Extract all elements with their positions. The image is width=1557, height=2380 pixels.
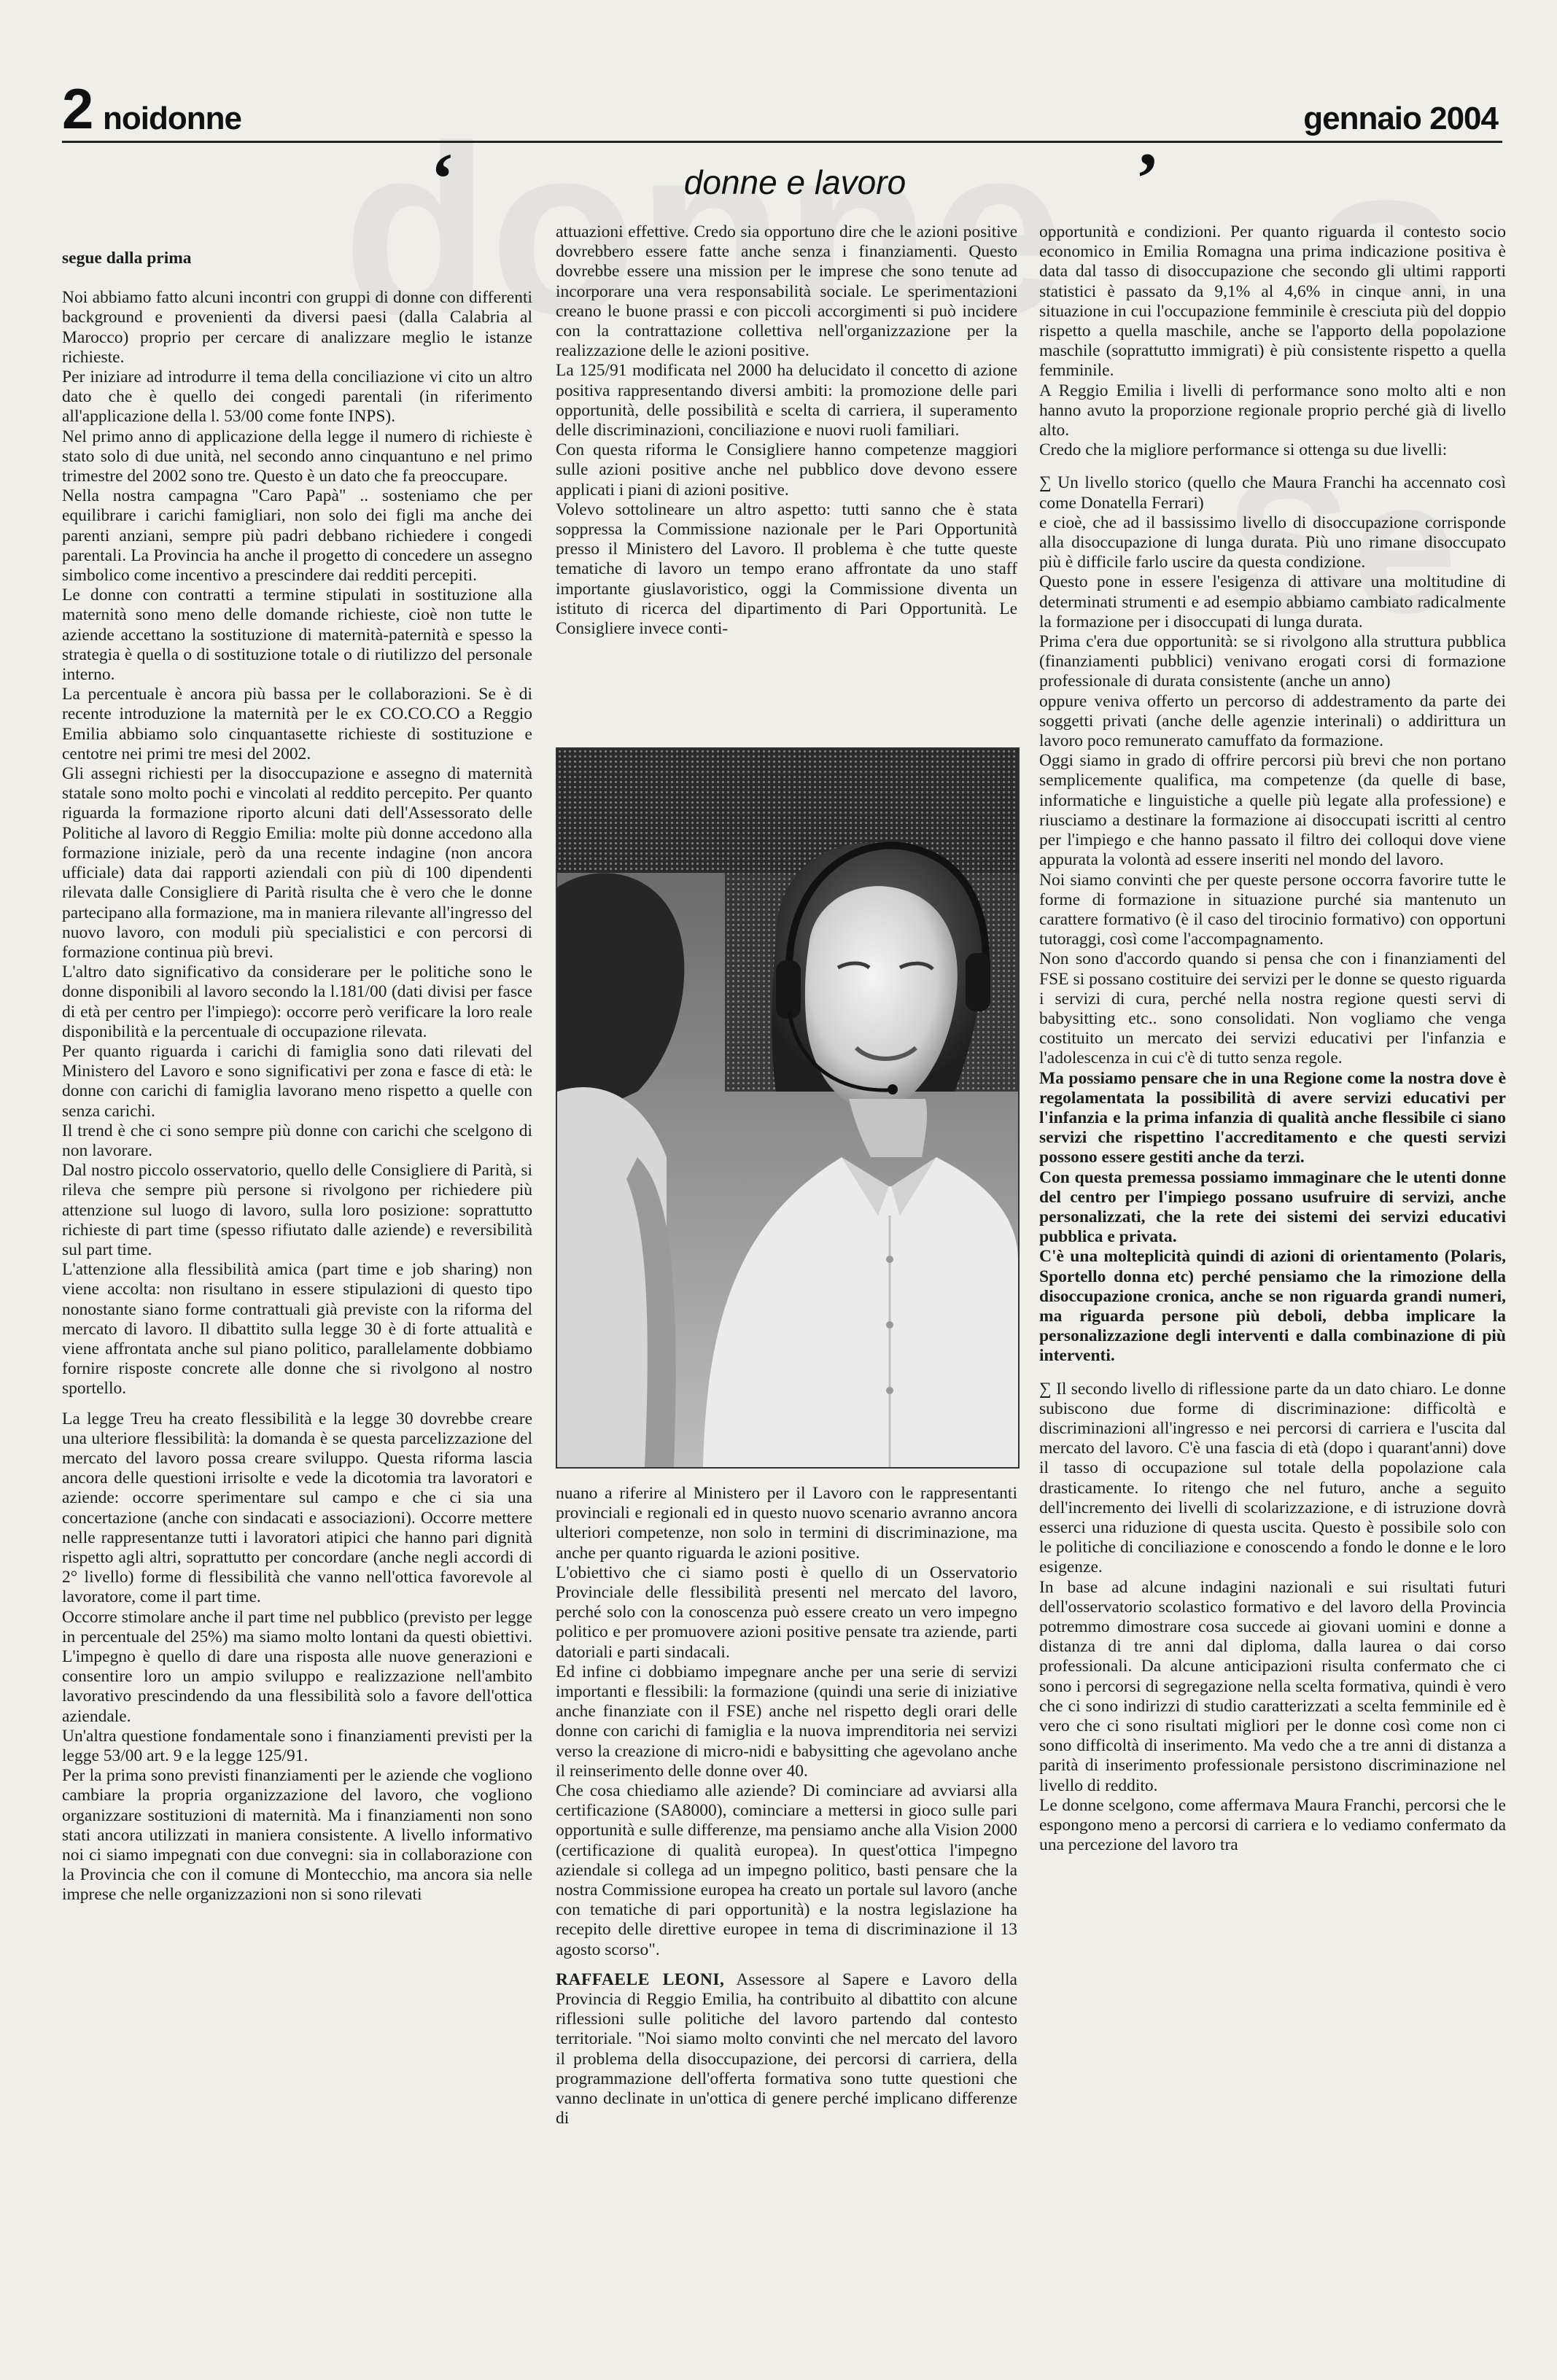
paragraph: opportunità e condizioni. Per quanto riguarda il contesto socio economico in Emilia Romagna una prima indicazione positiva è data dal tasso di disoccupazione che secondo gli ultimi rapporti statistici è passato da 9,1% al 4,6% in cinque anni, in una situazione in cui l'occupazione femminile è cresciuta più del doppio rispetto a quella maschile, anche se l'apporto della popolazione maschile (soprattutto immigrati) è più consistente rispetto a quella femminile. (1039, 222, 1506, 381)
paragraph: Noi siamo convinti che per queste persone occorra favorire tutte le forme di formazione in situazione purché sia mantenuto un carattere formativo (è il caso del tirocinio formativo) con opportuni tutoraggi, così come l'accompagnamento. (1039, 870, 1506, 949)
article-column-3 (1039, 222, 1506, 2308)
paragraph: Per quanto riguarda i carichi di famiglia sono dati rilevati del Ministero del Lavoro e sono significativi per zona e fasce di età: le donne con carichi di famiglia lavorano meno rispetto a quelle con senza carichi. (62, 1041, 532, 1121)
paragraph: L'obiettivo che ci siamo posti è quello di un Osservatorio Provinciale delle flessibilità presenti nel mercato del lavoro, perché solo con la conoscenza può essere creato un vero impegno politico e per promuovere azioni positive pensate tra aziende, parti datoriali e parti sindacali. (556, 1563, 1017, 1662)
open-quote-mark: ‘ (430, 138, 455, 219)
close-quote-mark: ’ (1135, 138, 1160, 219)
paragraph: Dal nostro piccolo osservatorio, quello delle Consigliere di Parità, si rileva che sempre più persone si rivolgono per richiedere più attenzione sul luogo di lavoro, sulla loro posizione: soprattutto richieste di part time (spesso rifiutato dalle aziende) e reversibilità sul part time. (62, 1161, 532, 1259)
article-column-2-top (556, 222, 1017, 740)
author-name: RAFFAELE LEONI, (556, 1969, 725, 1989)
paragraph: L'altro dato significativo da considerare per le politiche sono le donne disponibili al lavoro secondo la l.181/00 (dati divisi per fasce di età per centro per l'impiego): occorre però verificare la loro reale disponibilità e la percentuale di occupazione rilevata. (62, 962, 532, 1041)
article-photo (556, 747, 1020, 1469)
paragraph: La legge Treu ha creato flessibilità e la legge 30 dovrebbe creare una ulteriore flessibilità: la domanda è se questa parcelizzazione del mercato del lavoro possa creare sviluppo. Questa riforma lascia ancora delle questioni irrisolte e vede la dicotomia tra lavoratori e aziende: occorre sperimentare sul campo e che ci sia una concertazione (anche con sindacati e associazioni). Occorre mettere nelle rappresentanze tutti i lavoratori atipici che hanno pari dignità rispetto agli altri, soprattutto per concordare (anche negli accordi di 2° livello) forme di flessibilità che vanno nell'ottica favorevole al lavoratore, come il part time. (62, 1409, 532, 1607)
paragraph: oppure veniva offerto un percorso di addestramento da parte dei soggetti privati (anche delle agenzie interinali) o addirittura un lavoro poco remunerato camuffato da formazione. (1039, 691, 1506, 751)
section-heading (430, 138, 1160, 219)
paragraph: Occorre stimolare anche il part time nel pubblico (previsto per legge in percentuale del 25%) ma siamo molto lontani da questi obiettivi. L'impegno è quello di dare una risposta alle nuove generazioni e consentire loro un ampio sviluppo e realizzazione nell'ambito lavorativo prescindendo da una flessibilità solo a favore dell'ottica aziendale. (62, 1607, 532, 1726)
paragraph: Per iniziare ad introdurre il tema della conciliazione vi cito un altro dato che è quello dei congedi parentali (in riferimento all'applicazione della l. 53/00 come fonte INPS). (62, 368, 532, 427)
paragraph: C'è una molteplicità quindi di azioni di orientamento (Polaris, Sportello donna etc) perché pensiamo che la rimozione della disoccupazione cronica, anche se non riguarda grandi numeri, ma riguarda persone più deboli, debba implicare la personalizzazione degli interventi e dalla combinazione di più interventi. (1039, 1247, 1506, 1366)
paragraph: e cioè, che ad il bassissimo livello di disoccupazione corrisponde alla disoccupazione di lunga durata. Più uno rimane disoccupato più è difficile farlo uscire da questa condizione. (1039, 513, 1506, 572)
paragraph: Gli assegni richiesti per la disoccupazione e assegno di maternità statale sono molto pochi e vincolati al reddito percepito. Per quanto riguarda la formazione riporto alcuni dati dell'Assessorato delle Politiche al lavoro di Reggio Emilia: molte più donne accedono alla formazione iniziale, però da una recente indagine (non ancora ufficiale) data dai rapporti aziendali con più di 100 dipendenti rilevata dalle Consigliere di Parità risulta che è vero che le donne partecipano alla formazione, ma in maniera rilevante all'ingresso del nuovo lavoro, con moduli più specialistici e con percorsi di formazione continua più brevi. (62, 764, 532, 962)
page-header (62, 77, 1502, 143)
signature-paragraph (556, 1970, 1017, 2129)
paragraph: attuazioni effettive. Credo sia opportuno dire che le azioni positive dovrebbero essere fatte anche senza i finanziamenti. Questo dovrebbe essere una mission per le imprese che sono tenute ad incorporare una vera responsabilità sociale. Le sperimentazioni creano le buone prassi e con piccoli accorgimenti si può incidere con la contrattazione collettiva nell'organizzazione per la realizzazione delle le azioni positive. (556, 222, 1017, 361)
paragraph: Il trend è che ci sono sempre più donne con carichi che scelgono di non lavorare. (62, 1121, 532, 1160)
paragraph: Con questa premessa possiamo immaginare che le utenti donne del centro per l'impiego possano usufruire di servizi, anche personalizzati, che la rete dei sistemi dei servizi educativi pubblica e privata. (1039, 1167, 1506, 1247)
paragraph: Noi abbiamo fatto alcuni incontri con gruppi di donne con differenti background e provenienti da diversi paesi (dalla Calabria al Marocco) proprio per cercare di analizzare meglio le istanze richieste. (62, 288, 532, 367)
paragraph: Con questa riforma le Consigliere hanno competenze maggiori sulle azioni positive anche nel pubblico dove devono essere applicati i piani di azioni positive. (556, 440, 1017, 499)
issue-date: gennaio 2004 (1303, 101, 1498, 136)
paper-name: noidonne (103, 101, 241, 136)
paragraph: Volevo sottolineare un altro aspetto: tutti sanno che è stata soppressa la Commissione nazionale per le Pari Opportunità presso il Ministero del Lavoro. Il problema è che tutte queste tematiche di lavoro un tempo erano affrontate da uno staff importante giuslavoristico, oggi la Commissione diventa un istituto di ricerca del dipartimento di Pari Opportunità. Le Consigliere invece conti- (556, 499, 1017, 639)
article-column-2-bottom (556, 1484, 1017, 2304)
bullet-paragraph: ∑ Un livello storico (quello che Maura Franchi ha accennato così come Donatella Ferrari) (1039, 473, 1506, 513)
paragraph: L'attenzione alla flessibilità amica (part time e job sharing) non viene accolta: non risultano in essere stipulazioni di questo tipo nonostante siano forme contrattuali già previste con la riforma del mercato di lavoro. Il dibattito sulla legge 30 è di forte attualità e viene affrontata anche sul piano politico, parallelamente dobbiamo fornire risposte concrete alle donne che si rivolgono al nostro sportello. (62, 1260, 532, 1399)
paragraph: Nel primo anno di applicazione della legge il numero di richieste è stato solo di due unità, nel secondo anno cinquantuno e nel primo trimestre del 2002 sono tre. Questo è un dato che fa preoccupare. (62, 427, 532, 486)
paragraph: Nella nostra campagna "Caro Papà" .. sosteniamo che per equilibrare i carichi famigliari, non solo dei figli ma anche dei parenti anziani, sempre più padri debbano richiedere i congedi parentali. La Provincia ha anche il progetto di concedere un assegno simbolico come incentivo a prescindere dai redditi percepiti. (62, 486, 532, 586)
woman-with-headset-photo (557, 749, 1018, 1467)
paragraph: Le donne scelgono, come affermava Maura Franchi, percorsi che le espongono meno a percorsi di carriera e lo vediamo confermato da una percezione del lavoro tra (1039, 1795, 1506, 1855)
paragraph: Un'altra questione fondamentale sono i finanziamenti previsti per la legge 53/00 art. 9 e la legge 125/91. (62, 1726, 532, 1766)
paragraph: Ed infine ci dobbiamo impegnare anche per una serie di servizi importanti e flessibili: la formazione (quindi una serie di iniziative anche finanziate con il FSE) anche nel rispetto degli orari delle donne con carichi di famiglia e la nuova imprenditoria nei servizi verso la creazione di micro-nidi e babysitting che agevolano anche il reinserimento delle donne over 40. (556, 1662, 1017, 1781)
paragraph: Per la prima sono previsti finanziamenti per le aziende che vogliono cambiare la propria organizzazione del lavoro, che vogliono organizzare sostituzioni di maternità. Ma i finanziamenti non sono stati ancora utilizzati in maniera consistente. A livello informativo noi ci siamo impegnati con due convegni: sia in collaborazione con la Provincia che con il comune di Montecchio, ma ancora sia nelle imprese che nelle organizzazioni non si sono rilevati (62, 1766, 532, 1905)
paragraph: Le donne con contratti a termine stipulati in sostituzione alla maternità sono meno delle domande richieste, cioè non tutte le aziende accettano la sostituzione di maternità-paternità e spesso la strategia è quella o di sostituzione totale o di riutilizzo del personale interno. (62, 586, 532, 685)
paragraph: A Reggio Emilia i livelli di performance sono molto alti e non hanno avuto la proporzione regionale proprio perché già di livello alto. (1039, 381, 1506, 440)
paragraph: La percentuale è ancora più bassa per le collaborazioni. Se è di recente introduzione la maternità per le ex CO.CO.CO a Reggio Emilia abbiamo solo cinquantasette richieste di sostituzione e centotre nei primi tre mesi del 2002. (62, 685, 532, 763)
paragraph: In base ad alcune indagini nazionali e sui risultati futuri dell'osservatorio scolastico formativo e del lavoro della Provincia potremmo dimostrare cosa succede ai giovani uomini e donne a distanza di tre anni dal diploma, dalla laurea o dai corso professionali. Da alcune anticipazioni risulta confermato che ci sono i percorsi di segregazione nella scelta formativa, quindi è vero che ci sono indirizzi di studio caratterizzati a scelta femminile ed è vero che ci sono risultati migliori per le donne così come non ci sono difficoltà di inserimento. Ma vedo che a tre anni di distanza a parità di inserimento professionale persistono discriminazione nel livello di reddito. (1039, 1577, 1506, 1795)
paragraph: Che cosa chiediamo alle aziende? Di cominciare ad avviarsi alla certificazione (SA8000), cominciare a mettersi in gioco sulle pari opportunità e sulle differenze, ma pensiamo anche alla Vision 2000 (certificazione di qualità europea). In quest'ottica l'impegno aziendale si collega ad un impegno politico, basti pensare che la nostra Commissione europea ha creato un portale sul lavoro (anche con tematiche di pari opportunità) e la nostra legislazione ha recepito delle direttive europee in tema di discriminazione il 13 agosto scorso". (556, 1781, 1017, 1959)
paragraph: Ma possiamo pensare che in una Regione come la nostra dove è regolamentata la possibilità di avere servizi educativi per l'infanzia e la prima infanzia di qualità anche flessibile ci siano servizi che rispettino l'accreditamento e che questi servizi possono essere gestiti anche da terzi. (1039, 1068, 1506, 1167)
paragraph: Oggi siamo in grado di offrire percorsi più brevi che non portano semplicemente qualifica, ma competenze (da quelle di base, informatiche e linguistiche a quelle più legate alla professione) e riusciamo a destinare la formazione ai disoccupati iscritti al centro per l'impiego e che hanno passato il filtro dei colloqui dove viene appurata la volontà ad essere inseriti nel mondo del lavoro. (1039, 751, 1506, 870)
article-column-1 (62, 222, 532, 2308)
page-number: 2 (62, 77, 94, 141)
paragraph: nuano a riferire al Ministero per il Lavoro con le rappresentanti provinciali e regionali ed in questo nuovo scenario avranno ancora ulteriori competenze, non solo in termini di discriminazione, ma anche per quanto riguarda le azioni positive. (556, 1484, 1017, 1563)
paragraph: La 125/91 modificata nel 2000 ha delucidato il concetto di azione positiva rappresentando diversi ambiti: la promozione delle pari opportunità, delle possibilità e scelta di carriera, il superamento delle discriminazioni, conciliazione e nuovi ruoli familiari. (556, 361, 1017, 440)
paragraph: Non sono d'accordo quando si pensa che con i finanziamenti del FSE si possano costituire dei servizi per le donne se questo riguarda i servizi di cura, perché nella nostra regione questi servi di babysitting etc.. sono consolidati. Non vogliamo che venga costituito un mercato dei servizi educativi per l'infanzia e l'adolescenza in cui c'è di tutto senza regole. (1039, 949, 1506, 1068)
signature-text: Assessore al Sapere e Lavoro della Provincia di Reggio Emilia, ha contribuito al dibattito con alcune riflessioni sulle politiche del lavoro partendo dal contesto territoriale. "Noi siamo molto convinti che nel mercato del lavoro il problema della disoccupazione, dei percorsi di carriera, della programmazione dell'offerta formativa sono tutte questioni che vanno declinate in un'ottica di genere perché implicano differenze di (556, 1969, 1017, 2128)
article-kicker: segue dalla prima (62, 249, 192, 268)
section-title: donne e lavoro (683, 163, 906, 201)
paragraph: Questo pone in essere l'esigenza di attivare una moltitudine di determinati strumenti e ad esempio abbiamo cambiato radicalmente la formazione per i disoccupati di lunga durata. (1039, 572, 1506, 631)
paragraph: Prima c'era due opportunità: se si rivolgono alla struttura pubblica (finanziamenti pubblici) venivano erogati corsi di formazione professionale di durata consistente (anche un anno) (1039, 632, 1506, 691)
bullet-paragraph: ∑ Il secondo livello di riflessione parte da un dato chiaro. Le donne subiscono due forme di discriminazione: difficoltà e discriminazioni all'ingresso e nei percorsi di carriera e l'uscita dal mercato del lavoro. C'è una fascia di età (dopo i quarant'anni) dove il tasso di occupazione sul totale della popolazione cala drasticamente. Io ritengo che nel futuro, anche a seguito dell'incremento dei livelli di scolarizzazione, e di istruzione dovrà esserci una riduzione di questa uscita. Questo è possibile solo con le politiche di conciliazione e conoscendo a fondo le donne e le loro esigenze. (1039, 1379, 1506, 1577)
paragraph: Credo che la migliore performance si ottenga su due livelli: (1039, 440, 1448, 460)
